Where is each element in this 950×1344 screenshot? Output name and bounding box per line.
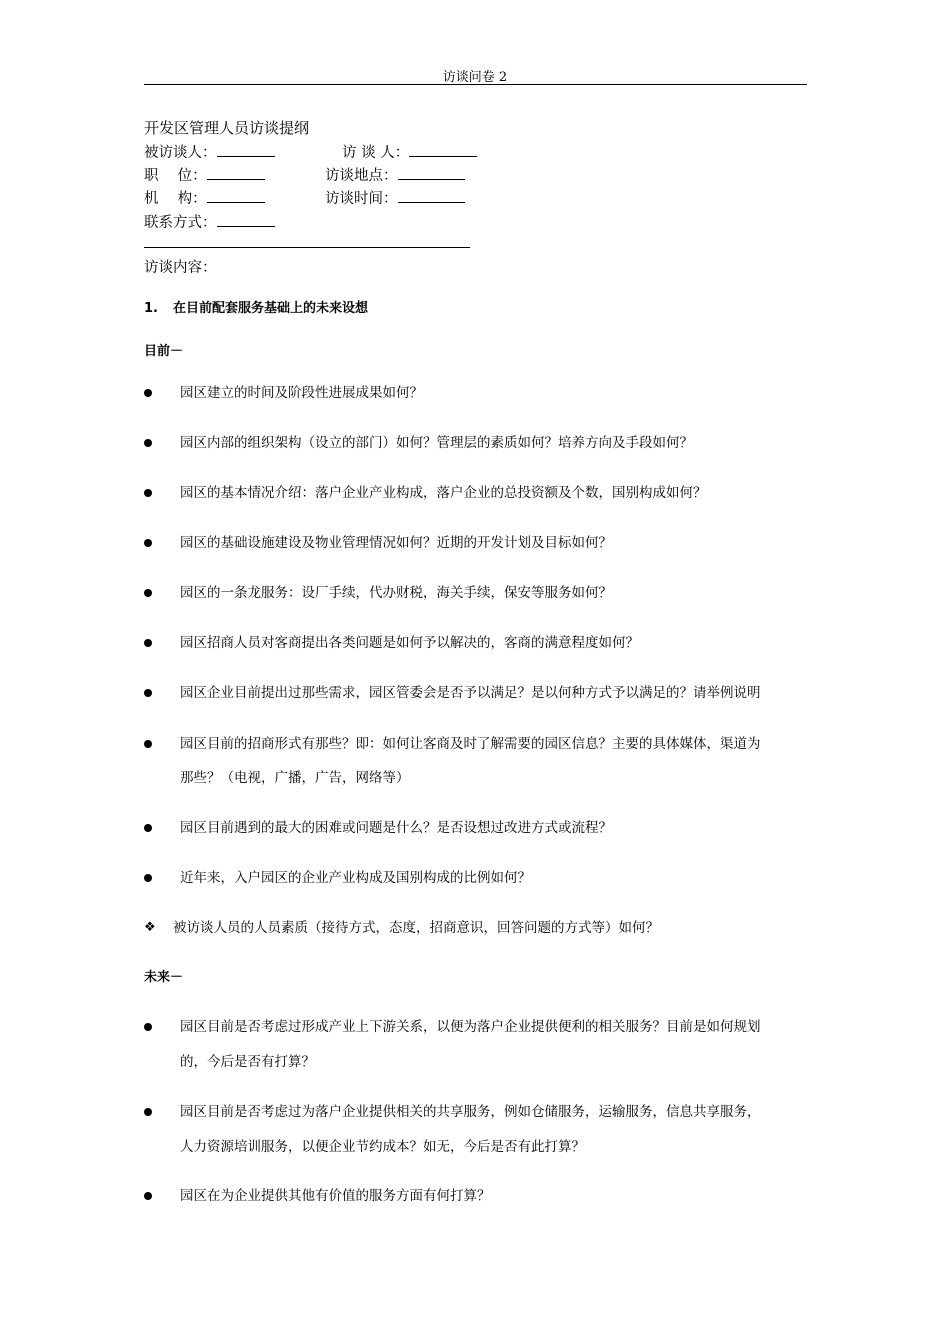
field-position-blank[interactable]: [207, 165, 265, 180]
list-item-continuation: 的，今后是否有打算？: [180, 1054, 315, 1070]
current-heading: 目前－: [144, 344, 184, 359]
field-time: [325, 188, 465, 209]
bullet-dot-icon: [144, 589, 152, 597]
bullet-dot-icon: [144, 489, 152, 497]
field-location-label: 访谈地点：: [325, 168, 398, 184]
bullet-dot-icon: [144, 689, 152, 697]
bullet-dot-icon: [144, 740, 152, 748]
list-item-continuation: 那些？（电视，广播，广告，网络等）: [180, 770, 410, 786]
field-location: [325, 165, 465, 186]
list-item: 园区的基本情况介绍：落户企业产业构成，落户企业的总投资额及个数，国别构成如何？: [180, 485, 707, 501]
list-item: 园区目前是否考虑过为落户企业提供相关的共享服务，例如仓储服务，运输服务，信息共享服务，: [180, 1104, 761, 1120]
field-organization-label: 机 构：: [144, 191, 207, 207]
list-item: 园区的基础设施建设及物业管理情况如何？近期的开发计划及目标如何？: [180, 535, 612, 551]
future-heading: 未来－: [144, 970, 184, 985]
field-interviewee-blank[interactable]: [217, 142, 275, 157]
header-rule: [144, 84, 807, 85]
field-location-blank[interactable]: [398, 165, 465, 180]
field-interviewee: [144, 142, 275, 163]
section-number: 1.: [144, 301, 158, 316]
list-item: 园区企业目前提出过那些需求，园区管委会是否予以满足？是以何种方式予以满足的？请举例说明: [180, 685, 761, 701]
list-item: 近年来，入户园区的企业产业构成及国别构成的比例如何？: [180, 870, 531, 886]
content-label: 访谈内容：: [144, 260, 217, 276]
field-time-blank[interactable]: [398, 188, 465, 203]
field-contact-blank[interactable]: [217, 212, 275, 227]
diamond-list-item: 被访谈人员的人员素质（接待方式，态度，招商意识，回答问题的方式等）如何？: [173, 920, 659, 936]
bullet-dot-icon: [144, 389, 152, 397]
field-interviewee-label: 被访谈人：: [144, 145, 217, 161]
bullet-dot-icon: [144, 824, 152, 832]
field-contact-label: 联系方式：: [144, 215, 217, 231]
field-organization: [144, 188, 265, 209]
section-title: 在目前配套服务基础上的未来设想: [173, 301, 369, 316]
field-interviewer-blank[interactable]: [409, 142, 477, 157]
bullet-dot-icon: [144, 1108, 152, 1116]
field-interviewer-label: 访 谈 人：: [342, 145, 410, 161]
list-item: 园区的一条龙服务：设厂手续，代办财税，海关手续，保安等服务如何？: [180, 585, 612, 601]
bullet-dot-icon: [144, 639, 152, 647]
document-title: 开发区管理人员访谈提纲: [144, 119, 310, 137]
page-header: 访谈问卷 2: [442, 70, 508, 85]
bullet-dot-icon: [144, 439, 152, 447]
field-time-label: 访谈时间：: [325, 191, 398, 207]
field-organization-blank[interactable]: [207, 188, 265, 203]
list-item: 园区目前遇到的最大的困难或问题是什么？是否设想过改进方式或流程？: [180, 820, 612, 836]
list-item: 园区目前是否考虑过形成产业上下游关系，以便为落户企业提供便利的相关服务？目前是如何规划: [180, 1019, 761, 1035]
four-diamond-icon: ❖: [144, 920, 156, 935]
field-position: [144, 165, 265, 186]
bullet-dot-icon: [144, 874, 152, 882]
bullet-dot-icon: [144, 1023, 152, 1031]
list-item: 园区招商人员对客商提出各类问题是如何予以解决的，客商的满意程度如何？: [180, 635, 639, 651]
list-item: 园区目前的招商形式有那些？即：如何让客商及时了解需要的园区信息？主要的具体媒体，渠道为: [180, 736, 761, 752]
separator-line: [144, 247, 470, 248]
field-contact: [144, 212, 275, 233]
list-item: 园区内部的组织架构（设立的部门）如何？管理层的素质如何？培养方向及手段如何？: [180, 435, 693, 451]
field-position-label: 职 位：: [144, 168, 207, 184]
list-item: 园区在为企业提供其他有价值的服务方面有何打算？: [180, 1188, 491, 1204]
bullet-dot-icon: [144, 539, 152, 547]
list-item: 园区建立的时间及阶段性进展成果如何？: [180, 385, 423, 401]
field-interviewer: [342, 142, 477, 163]
bullet-dot-icon: [144, 1192, 152, 1200]
list-item-continuation: 人力资源培训服务，以便企业节约成本？如无，今后是否有此打算？: [180, 1139, 585, 1155]
